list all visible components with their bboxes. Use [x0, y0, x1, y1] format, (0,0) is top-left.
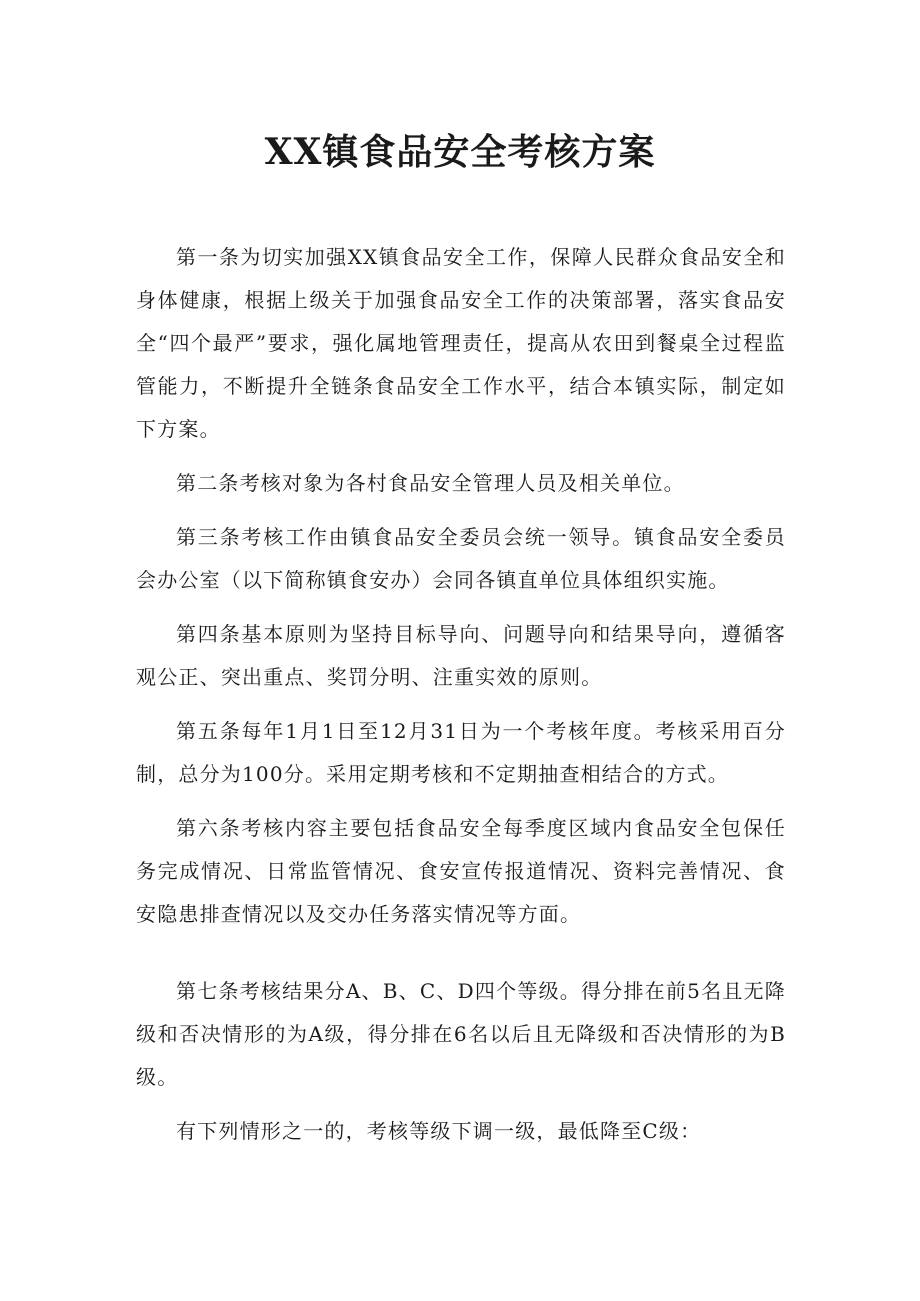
paragraph-article-6: 第六条考核内容主要包括食品安全每季度区域内食品安全包保任务完成情况、日常监管情况、食安宣传报道情况、资料完善情况、食安隐患排查情况以及交办任务落实情况等方面。 — [136, 816, 786, 926]
document-body — [136, 236, 786, 1153]
paragraph-article-2: 第二条考核对象为各村食品安全管理人员及相关单位。 — [176, 471, 685, 495]
paragraph-downgrade-conditions: 有下列情形之一的，考核等级下调一级，最低降至C级： — [176, 1119, 702, 1143]
paragraph-article-1: 第一条为切实加强XX镇食品安全工作，保障人民群众食品安全和身体健康，根据上级关于加强食品安全工作的决策部署，落实食品安全“四个最严”要求，强化属地管理责任，提高从农田到餐桌全过程监管能力，不断提升全链条食品安全工作水平，结合本镇实际，制定如下方案。 — [136, 245, 786, 441]
paragraph-article-3: 第三条考核工作由镇食品安全委员会统一领导。镇食品安全委员会办公室（以下简称镇食安办）会同各镇直单位具体组织实施。 — [136, 525, 786, 592]
paragraph-article-5: 第五条每年1月1日至12月31日为一个考核年度。考核采用百分制，总分为100分。采用定期考核和不定期抽查相结合的方式。 — [136, 719, 786, 786]
document-title: XX镇食品安全考核方案 — [264, 131, 656, 173]
paragraph-article-7: 第七条考核结果分A、B、C、D四个等级。得分排在前5名且无降级和否决情形的为A级，得分排在6名以后且无降级和否决情形的为B级。 — [136, 979, 786, 1089]
paragraph-article-4: 第四条基本原则为坚持目标导向、问题导向和结果导向，遵循客观公正、突出重点、奖罚分明、注重实效的原则。 — [136, 622, 786, 689]
